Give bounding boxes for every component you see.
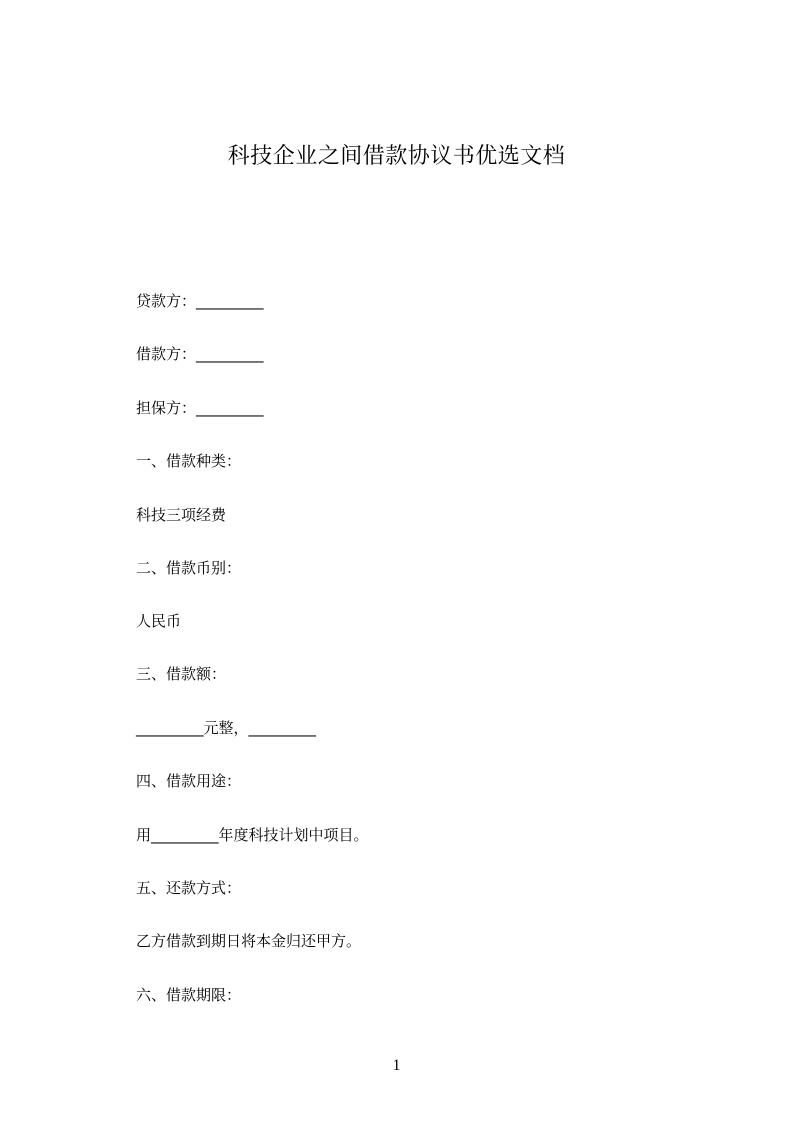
borrower-line: 借款方：_________ <box>136 345 264 363</box>
section-heading-repayment: 五、还款方式： <box>136 879 242 897</box>
section-heading-currency: 二、借款币别： <box>136 559 242 577</box>
repayment-value: 乙方借款到期日将本金归还甲方。 <box>136 932 362 950</box>
lender-line: 贷款方：_________ <box>136 292 264 310</box>
currency-value: 人民币 <box>136 612 182 630</box>
section-heading-purpose: 四、借款用途： <box>136 772 242 790</box>
section-heading-amount: 三、借款额： <box>136 665 227 683</box>
guarantor-line: 担保方：_________ <box>136 399 264 417</box>
section-heading-loan-type: 一、借款种类： <box>136 452 242 470</box>
loan-type-value: 科技三项经费 <box>136 506 227 524</box>
document-title: 科技企业之间借款协议书优选文档 <box>227 144 566 169</box>
page-number: 1 <box>392 1057 401 1074</box>
purpose-value: 用_________年度科技计划中项目。 <box>136 826 369 844</box>
section-heading-term: 六、借款期限： <box>136 986 242 1004</box>
amount-value: _________元整，_________ <box>136 719 317 737</box>
